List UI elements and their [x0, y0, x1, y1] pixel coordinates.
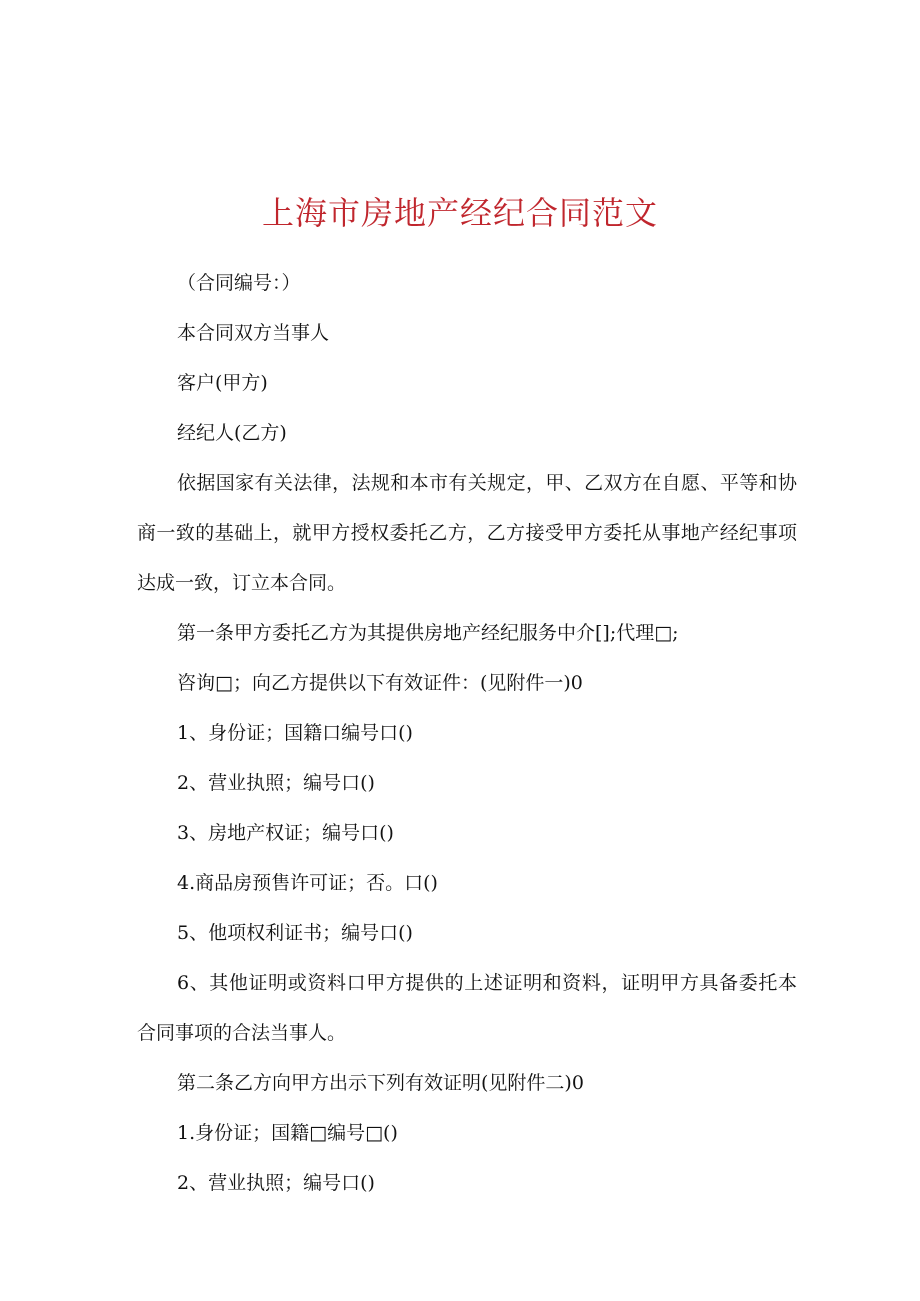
- article-1-line: 第一条甲方委托乙方为其提供房地产经纪服务中介[];代理□;: [177, 622, 679, 644]
- document-title: 上海市房地产经纪合同范文: [261, 194, 658, 232]
- list-item: 5、他项权利证书；编号口(): [177, 922, 413, 944]
- party-b-line: 经纪人(乙方): [177, 422, 287, 444]
- party-a-line: 客户(甲方): [177, 372, 268, 394]
- article-1-continuation: 咨询□；向乙方提供以下有效证件：(见附件一)0: [177, 672, 583, 694]
- document-body: [137, 258, 797, 1208]
- list-item: 1.身份证；国籍□编号□(): [177, 1122, 398, 1144]
- list-item-wrapped: 6、其他证明或资料口甲方提供的上述证明和资料，证明甲方具备委托本合同事项的合法当事人。: [137, 972, 797, 1044]
- list-item: 2、营业执照；编号口(): [177, 1172, 375, 1194]
- contract-number-line: （合同编号：）: [177, 272, 301, 294]
- preamble-paragraph: 依据国家有关法律，法规和本市有关规定，甲、乙双方在自愿、平等和协商一致的基础上，就甲方授权委托乙方，乙方接受甲方委托从事地产经纪事项达成一致，订立本合同。: [137, 472, 797, 594]
- article-2-line: 第二条乙方向甲方出示下列有效证明(见附件二)0: [177, 1072, 584, 1094]
- parties-heading: 本合同双方当事人: [177, 322, 330, 344]
- list-item: 2、营业执照；编号口(): [177, 772, 375, 794]
- list-item: 3、房地产权证；编号口(): [177, 822, 394, 844]
- list-item: 1、身份证；国籍口编号口(): [177, 722, 413, 744]
- list-item: 4.商品房预售许可证；否。口(): [177, 872, 438, 894]
